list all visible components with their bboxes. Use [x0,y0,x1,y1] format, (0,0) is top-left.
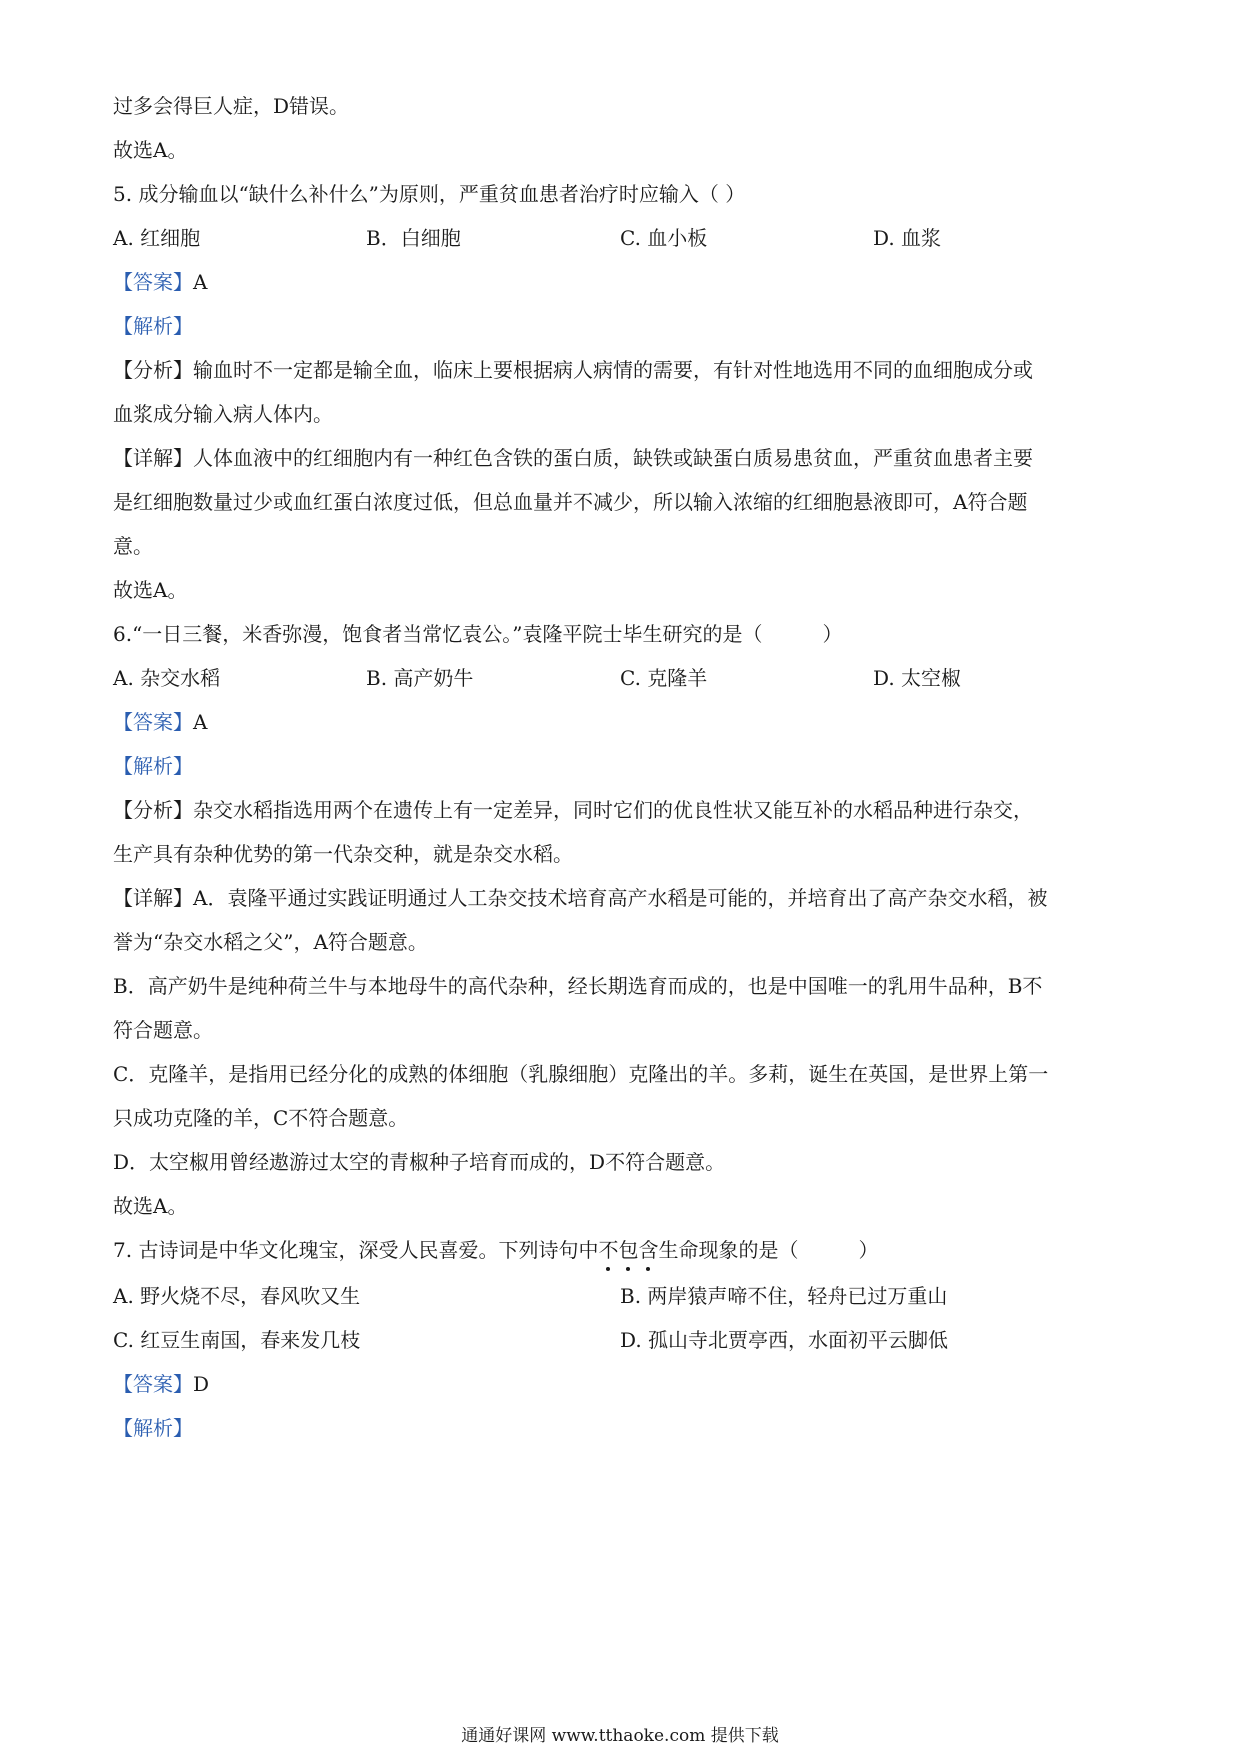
q5-jiexi-line [113,312,193,340]
q7-option-c: C. 红豆生南国，春来发几枝 [113,1328,361,1352]
text-line: 血浆成分输入病人体内。 [113,402,333,426]
text-line: B．高产奶牛是纯种荷兰牛与本地母牛的高代杂种，经长期选育而成的，也是中国唯一的乳用牛品种，B不 [113,974,1043,998]
fenxi-tag: 【分析】 [113,798,193,822]
text-line: 故选A。 [113,578,188,602]
q6-option-b: B. 高产奶牛 [366,666,474,690]
q6-answer-line [113,708,207,736]
q6-xiangjie-text: A．袁隆平通过实践证明通过人工杂交技术培育高产水稻是可能的，并培育出了高产杂交水稻，被 [193,886,1048,910]
text-line: 过多会得巨人症，D错误。 [113,94,350,118]
q6-option-a: A. 杂交水稻 [113,666,221,690]
q5-option-d: D. 血浆 [873,226,942,250]
q7-option-d: D. 孤山寺北贾亭西，水面初平云脚低 [620,1328,949,1352]
answer-tag: 【答案】 [113,710,193,734]
text-line: 符合题意。 [113,1018,213,1042]
q6-fenxi-text: 杂交水稻指选用两个在遗传上有一定差异，同时它们的优良性状又能互补的水稻品种进行杂交， [193,798,1033,822]
xiangjie-tag: 【详解】 [113,446,193,470]
q6-xiangjie-line [113,884,1047,912]
text-line: 故选A。 [113,1194,188,1218]
q5-option-c: C. 血小板 [620,226,708,250]
fenxi-tag: 【分析】 [113,358,193,382]
q5-answer-value: A [193,270,208,294]
q5-option-b: B．白细胞 [366,226,461,250]
text-line: 意。 [113,534,153,558]
q5-xiangjie-line [113,444,1033,472]
text-line: D．太空椒用曾经遨游过太空的青椒种子培育而成的，D不符合题意。 [113,1150,726,1174]
q7-jiexi-line [113,1414,193,1442]
q5-option-a: A. 红细胞 [113,226,201,250]
text-line: 故选A。 [113,138,188,162]
q6-answer-value: A [193,710,208,734]
q7-option-a: A. 野火烧不尽，春风吹又生 [113,1284,361,1308]
q7-stem-start: 7. 古诗词是中华文化瑰宝，深受人民喜爱。下列诗句中 [113,1238,599,1262]
q6-jiexi-line [113,752,193,780]
question-7-stem [113,1236,878,1264]
jiexi-tag: 【解析】 [113,314,193,338]
q6-option-c: C. 克隆羊 [620,666,708,690]
q6-option-d: D. 太空椒 [873,666,962,690]
question-5-stem: 5. 成分输血以“缺什么补什么”为原则，严重贫血患者治疗时应输入（ ） [113,182,746,206]
q5-fenxi-line [113,356,1033,384]
q6-fenxi-line [113,796,1033,824]
jiexi-tag: 【解析】 [113,1416,193,1440]
q5-xiangjie-text: 人体血液中的红细胞内有一种红色含铁的蛋白质，缺铁或缺蛋白质易患贫血，严重贫血患者主要 [193,446,1033,470]
q5-answer-line [113,268,207,296]
q7-option-b: B. 两岸猿声啼不住，轻舟已过万重山 [620,1284,948,1308]
q7-answer-value: D [193,1372,210,1396]
text-line: 只成功克隆的羊，C不符合题意。 [113,1106,409,1130]
text-line: 是红细胞数量过少或血红蛋白浓度过低，但总血量并不减少，所以输入浓缩的红细胞悬液即可，A符合题 [113,490,1028,514]
page-footer: 通通好课网 www.tthaoke.com 提供下载 [461,1726,779,1746]
answer-tag: 【答案】 [113,270,193,294]
text-line: 生产具有杂种优势的第一代杂交种，就是杂交水稻。 [113,842,573,866]
text-line: 誉为“杂交水稻之父”，A符合题意。 [113,930,428,954]
text-line: C．克隆羊，是指用已经分化的成熟的体细胞（乳腺细胞）克隆出的羊。多莉，诞生在英国，是世界上第一 [113,1062,1049,1086]
jiexi-tag: 【解析】 [113,754,193,778]
q7-stem-end: 生命现象的是（ ） [658,1238,879,1262]
question-6-stem: 6.“一日三餐，米香弥漫，饱食者当常忆袁公。”袁隆平院士毕生研究的是（ ） [113,622,843,646]
xiangjie-tag: 【详解】 [113,886,193,910]
emphasis-char: 含 [638,1238,659,1262]
answer-tag: 【答案】 [113,1372,193,1396]
emphasis-char: 不 [598,1238,619,1262]
q7-answer-line [113,1370,209,1398]
q5-fenxi-text: 输血时不一定都是输全血，临床上要根据病人病情的需要，有针对性地选用不同的血细胞成分或 [193,358,1033,382]
emphasis-char: 包 [618,1238,639,1262]
